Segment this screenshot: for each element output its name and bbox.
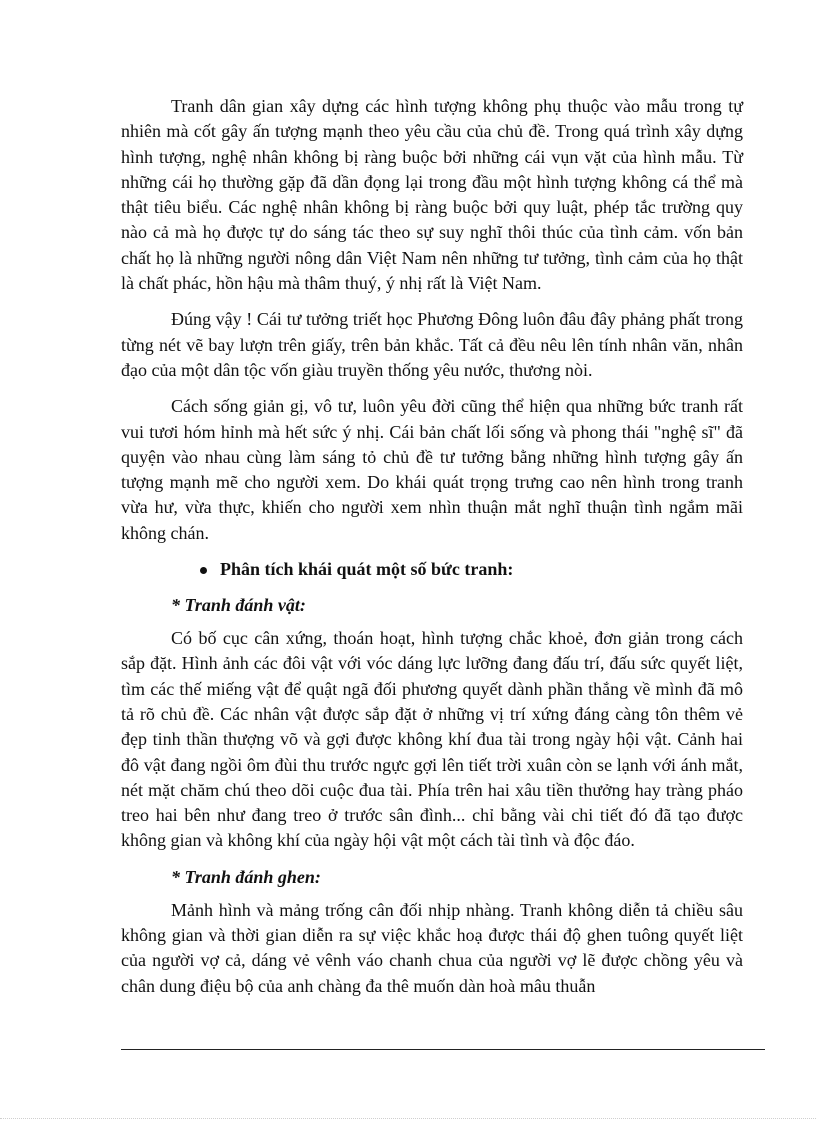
page-content <box>121 94 743 1010</box>
paragraph-danh-ghen: Mảnh hình và mảng trống cân đối nhịp nhàng. Tranh không diễn tả chiều sâu không gian và thời gian diễn ra sự việc khắc hoạ được thái độ ghen tuông quyết liệt của người vợ cả, dáng vẻ vênh váo chanh chua của người vợ lẽ được chồng yêu và chân dung điệu bộ của anh chàng đa thê muốn dàn hoà mâu thuẫn <box>121 899 743 996</box>
subheading-danh-vat: * Tranh đánh vật: <box>171 595 306 616</box>
section-heading <box>121 557 743 582</box>
paragraph-danh-vat: Có bố cục cân xứng, thoán hoạt, hình tượng chắc khoẻ, đơn giản trong cách sắp đặt. Hình ảnh các đôi vật với vóc dáng lực lưỡng đang đấu trí, đấu sức quyết liệt, tìm các thế miếng vật để quật ngã đối phương quyết dành phần thắng về mình đã mô tả rõ chủ đề. Các nhân vật được sắp đặt ở những vị trí xứng đáng càng tôn thêm vẻ đẹp tinh thần thượng võ và gợi được không khí đua tài trong ngày hội vật. Cảnh hai đô vật đang ngồi ôm đùi thu trước ngực gợi lên tiết trời xuân còn se lạnh với ánh mắt, nét mặt chăm chú theo dõi cuộc đua tài. Phía trên hai xâu tiền thưởng hay tràng pháo treo hai bên như đang treo ở trước sân đình... chỉ bằng vài chi tiết đó đã tạo được không gian và không khí của ngày hội vật một cách tài tình và độc đáo. <box>121 628 743 851</box>
paragraph-1: Tranh dân gian xây dựng các hình tượng không phụ thuộc vào mẫu trong tự nhiên mà cốt gây ấn tượng mạnh theo yêu cầu của chủ đề. Trong quá trình xây dựng hình tượng, nghệ nhân không bị ràng buộc bởi những cái vụn vặt của hình mẫu. Từ những cái họ thường gặp đã dần đọng lại trong đầu một hình tượng không cá thể mà thật tiêu biểu. Các nghệ nhân không bị ràng buộc bởi quy luật, phép tắc trường quy nào cả mà họ được tự do sáng tác theo sự suy nghĩ thôi thúc của tình cảm. vốn bản chất họ là những người nông dân Việt Nam nên những tư tưởng, tình cảm của họ thật là chất phác, hồn hậu mà thâm thuý, ý nhị rất là Việt Nam. <box>121 96 743 294</box>
paragraph-3: Cách sống giản gị, vô tư, luôn yêu đời cũng thể hiện qua những bức tranh rất vui tươi hóm hỉnh mà hết sức ý nhị. Cái bản chất lối sống và phong thái "nghệ sĩ" đã quyện vào nhau cùng làm sáng tỏ chủ đề tư tưởng bằng những hình tượng gây ấn tượng mạnh mẽ cho người xem. Do khái quát trọng trưng cao nên hình trong tranh vừa hư, vừa thực, khiến cho người xem nhìn thuận mắt nghĩ thuận tình ngắm mãi không chán. <box>121 396 743 543</box>
bullet-icon <box>200 567 207 574</box>
footer-divider <box>121 1049 765 1050</box>
page-bottom-edge <box>0 1118 816 1119</box>
section-heading-text: Phân tích khái quát một số bức tranh: <box>220 559 514 580</box>
paragraph-2: Đúng vậy ! Cái tư tưởng triết học Phương Đông luôn đâu đây phảng phất trong từng nét vẽ bay lượn trên giấy, trên bản khắc. Tất cả đều nêu lên tính nhân văn, nhân đạo của một dân tộc vốn giàu truyền thống yêu nước, thương nòi. <box>121 309 743 380</box>
subheading-danh-ghen: * Tranh đánh ghen: <box>171 866 321 887</box>
